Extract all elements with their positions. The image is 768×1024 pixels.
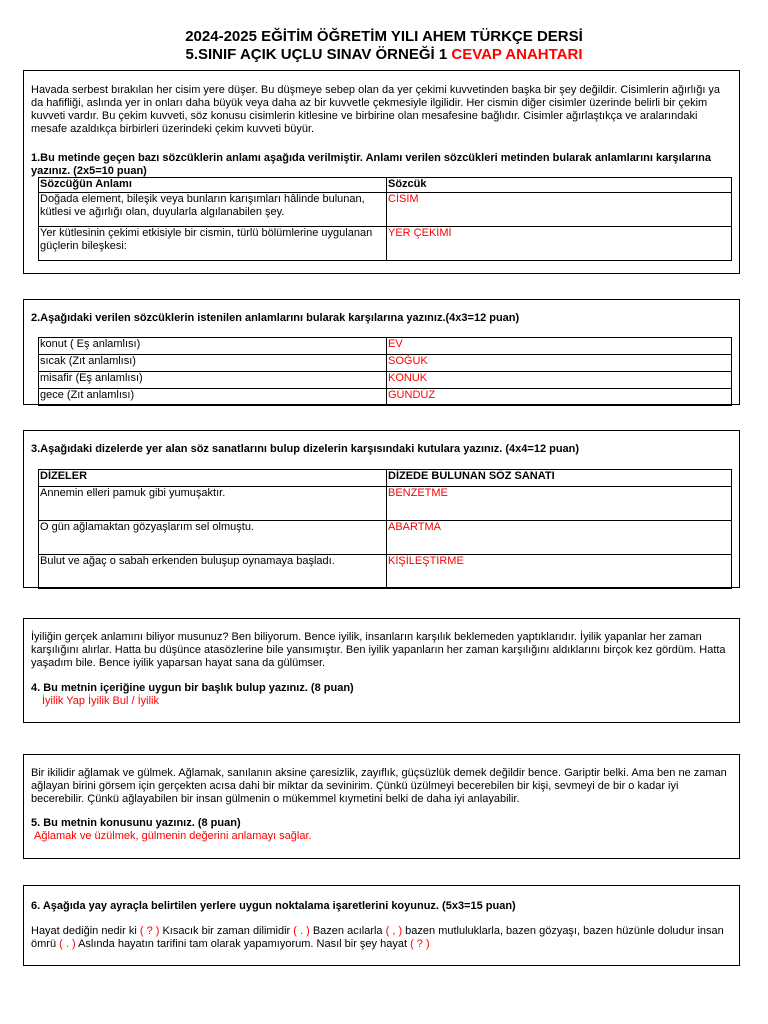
answer-cell: SOĞUK <box>387 355 732 372</box>
text-segment: Hayat dediğin nedir ki <box>31 925 140 937</box>
table-row <box>39 372 732 389</box>
word-cell: sıcak (Zıt anlamlısı) <box>39 355 387 372</box>
answer-cell: EV <box>387 338 732 355</box>
line-cell: Annemin elleri pamuk gibi yumuşaktır. <box>39 487 387 521</box>
answer-cell: GÜNDÜZ <box>387 389 732 406</box>
line-cell: O gün ağlamaktan gözyaşlarım sel olmuştu. <box>39 521 387 555</box>
section-2-box <box>23 299 740 405</box>
table-row <box>39 338 732 355</box>
title-line-2 <box>0 46 768 64</box>
title-answer-key: CEVAP ANAHTARI <box>451 46 583 63</box>
section-5-box <box>23 754 740 859</box>
section-1-passage: Havada serbest bırakılan her cisim yere düşer. Bu düşmeye sebep olan da yer çekimi kuvvetinden başka bir şey değildir. Cisimlerin ağırlığı ya da hafifliği, aslında yer in onları daha büyük veya daha az bir kuvvetle çekmesiyle ilgilidir. Her cismin diğer cisimler üzerinde belirli bir çekim kuvveti vardır. Bu çekim kuvveti, söz konusu cisimlerin kitlesine ve birbirine olan mesafesine bağlıdır. Cisimler ağırlaştıkça ve aralarındaki mesafe azaldıkça birbirleri üzerindeki çekim kuvveti büyür. <box>31 84 721 135</box>
section-5-answer: Ağlamak ve üzülmek, gülmenin değerini anlamayı sağlar. <box>34 830 312 842</box>
text-segment: Bazen acılarla <box>309 925 386 937</box>
section-1-box <box>23 70 740 274</box>
table-header: Sözcüğün Anlamı <box>39 178 387 193</box>
table-header: DİZEDE BULUNAN SÖZ SANATI <box>387 470 732 487</box>
answer-cell: YER ÇEKİMİ <box>387 227 732 261</box>
table-row <box>39 521 732 555</box>
table-row <box>39 555 732 589</box>
table-row <box>39 227 732 261</box>
section-3-box <box>23 430 740 588</box>
answer-cell: BENZETME <box>387 487 732 521</box>
punctuation-answer: ( ? ) <box>410 938 430 950</box>
section-5-question: 5. Bu metnin konusunu yazınız. (8 puan) <box>31 817 241 829</box>
section-1-question: 1.Bu metinde geçen bazı sözcüklerin anlamı aşağıda verilmiştir. Anlamı verilen sözcükleri metinden bularak anlamlarını karşılarına yazınız. (2x5=10 puan) <box>31 152 712 177</box>
section-6-question: 6. Aşağıda yay ayraçla belirtilen yerlere uygun noktalama işaretlerini koyunuz. (5x3=15 puan) <box>31 900 516 912</box>
punctuation-answer: ( ? ) <box>139 925 160 937</box>
section-4-question: 4. Bu metnin içeriğine uygun bir başlık bulup yazınız. (8 puan) <box>31 682 354 694</box>
title-line-1: 2024-2025 EĞİTİM ÖĞRETİM YILI AHEM TÜRKÇE DERSİ <box>185 28 583 45</box>
section-6-text <box>31 925 731 951</box>
section-2-question: 2.Aşağıdaki verilen sözcüklerin istenilen anlamlarını bularak karşılarına yazınız.(4x3=12 puan) <box>31 312 520 324</box>
section-4-box <box>23 618 740 723</box>
table-header-row <box>39 178 732 193</box>
text-segment: Kısacık bir zaman dilimidir <box>159 925 294 937</box>
word-cell: misafir (Eş anlamlısı) <box>39 372 387 389</box>
answer-cell: KİŞİLEŞTİRME <box>387 555 732 589</box>
punctuation-answer: ( . ) <box>293 925 310 937</box>
section-4-passage: İyiliğin gerçek anlamını biliyor musunuz? Ben biliyorum. Bence iyilik, insanların karşılık beklemeden yaptıklarıdır. İyilik yapanlar her zaman karşılığını alırlar. Hatta bu düşünce atasözlerine bile yansımıştır. Ben iyilik yapanların her zaman karşılığını aldıklarını birçok kez gördüm. Hatta yaşadım bile. Bence iyilik yaparsan hayat sana da gülümser. <box>31 631 726 669</box>
meaning-cell: Yer kütlesinin çekimi etkisiyle bir cismin, türlü bölümlerine uygulanan güçlerin bileşkesi: <box>39 227 387 261</box>
section-3-table <box>38 469 732 589</box>
answer-cell: KONUK <box>387 372 732 389</box>
table-row <box>39 389 732 406</box>
table-row <box>39 487 732 521</box>
punctuation-answer: ( , ) <box>385 925 403 937</box>
section-3-question: 3.Aşağıdaki dizelerde yer alan söz sanatlarını bulup dizelerin karşısındaki kutulara yazınız. (4x4=12 puan) <box>31 443 580 455</box>
table-header: DİZELER <box>39 470 387 487</box>
section-5-passage: Bir ikilidir ağlamak ve gülmek. Ağlamak, sanılanın aksine çaresizlik, zayıflık, güçsüzlük demek değildir bence. Gariptir belki. Ama ben ne zaman ağlayan birini görsem için gerçekten acısa dahi bir miktar da sevinirim. Çünkü üzülmeyi becerebilen bir kişi, sevmeyi de bir o kadar iyi becerebilir. Çünkü ağlayabilen bir insan gülmenin o mükemmel kıymetini belki de daha iyi anlayabilir. <box>31 767 727 805</box>
section-6-box <box>23 885 740 966</box>
section-4-answer: İyilik Yap İyilik Bul / İyilik <box>42 695 159 707</box>
table-row <box>39 193 732 227</box>
title-prefix: 5.SINIF AÇIK UÇLU SINAV ÖRNEĞİ 1 <box>185 46 452 63</box>
text-segment: bazen mutluluklarla, bazen gözyaşı, bazen hüzünle doludur insan ömrü <box>31 925 724 950</box>
answer-cell: ABARTMA <box>387 521 732 555</box>
line-cell: Bulut ve ağaç o sabah erkenden buluşup oynamaya başladı. <box>39 555 387 589</box>
word-cell: gece (Zıt anlamlısı) <box>39 389 387 406</box>
table-row <box>39 355 732 372</box>
punctuation-answer: ( . ) <box>59 938 76 950</box>
table-header-row <box>39 470 732 487</box>
word-cell: konut ( Eş anlamlısı) <box>39 338 387 355</box>
table-header: Sözcük <box>387 178 732 193</box>
text-segment: Aslında hayatın tarifini tam olarak yapamıyorum. Nasıl bir şey hayat <box>75 938 411 950</box>
meaning-cell: Doğada element, bileşik veya bunların karışımları hâlinde bulunan, kütlesi ve ağırlığı olan, duyularla algılanabilen şey. <box>39 193 387 227</box>
section-1-table <box>38 177 732 261</box>
section-2-table <box>38 337 732 406</box>
answer-cell: CİSİM <box>387 193 732 227</box>
